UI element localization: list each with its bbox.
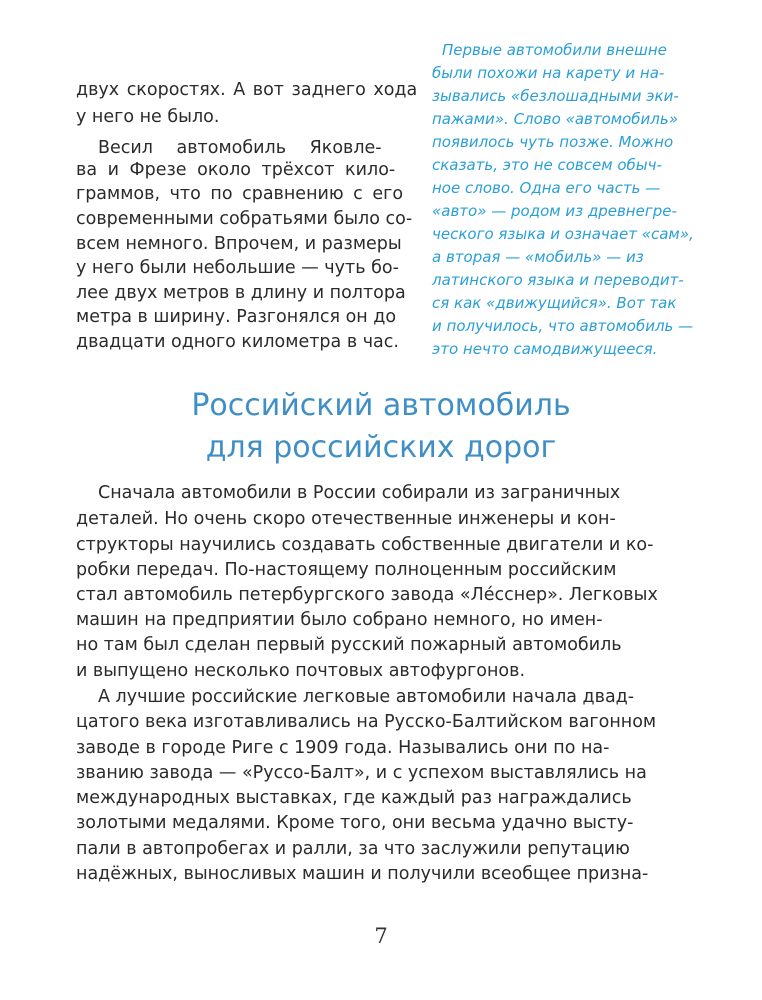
note-line: «авто» — родом из древнегре- xyxy=(432,202,677,220)
note-line: появилось чуть позже. Можно xyxy=(432,133,674,151)
heading-line: для российских дорог xyxy=(205,430,557,465)
text-line: робки передач. По-настоящему полноценным российским xyxy=(76,560,617,580)
text-line: А лучшие российские легковые автомобили начала двад- xyxy=(98,687,635,707)
note-line: пажами». Слово «автомобиль» xyxy=(432,110,678,128)
text-line: граммов, что по сравнению с его xyxy=(76,184,404,204)
text-line: у него были небольшие — чуть бо- xyxy=(76,258,399,278)
text-line: золотыми медалями. Кроме того, они весьма удачно высту- xyxy=(76,813,634,833)
text-line: двух скоростях. А вот заднего хода xyxy=(76,80,418,100)
page-number: 7 xyxy=(374,924,388,948)
text-line: Сначала автомобили в России собирали из заграничных xyxy=(98,483,621,503)
text-line: надёжных, выносливых машин и получили всеобщее призна- xyxy=(76,864,649,884)
note-line: сказать, это не совсем обыч- xyxy=(432,156,662,174)
note-line: были похожи на карету и на- xyxy=(432,64,665,82)
text-line: Весил автомобиль Яковле- xyxy=(98,138,382,158)
text-line: современными собратьями было со- xyxy=(76,209,413,229)
text-line: цатого века изготавливались на Русско-Балтийском вагонном xyxy=(76,712,657,732)
text-line: лее двух метров в длину и полтора xyxy=(76,283,406,303)
text-line: всем немного. Впрочем, и размеры xyxy=(76,234,402,254)
note-line: а вторая — «мобиль» — из xyxy=(432,248,644,266)
text-line: и выпущено несколько почтовых автофургонов. xyxy=(76,661,526,681)
note-line: зывались «безлошадными эки- xyxy=(432,87,679,105)
text-line: двадцати одного километра в час. xyxy=(76,332,399,352)
text-line: международных выставках, где каждый раз награждались xyxy=(76,788,632,808)
text-line: стал автомобиль петербургского завода «Лéсснер». Легковых xyxy=(76,585,658,605)
text-line: метра в ширину. Разгонялся он до xyxy=(76,307,397,327)
text-line: структоры научились создавать собственные двигатели и ко- xyxy=(76,535,654,555)
text-line: пали в автопробегах и ралли, за что заслужили репутацию xyxy=(76,839,630,859)
note-line: латинского языка и переводит- xyxy=(432,271,684,289)
text-line: машин на предприятии было собрано немного, но имен- xyxy=(76,610,603,630)
text-line: ва и Фрезе около трёхсот кило- xyxy=(76,160,396,180)
note-line: ное слово. Одна его часть — xyxy=(432,179,661,197)
text-line: у него не было. xyxy=(76,107,220,127)
text-line: но там был сделан первый русский пожарный автомобиль xyxy=(76,635,622,655)
text-line: званию завода — «Руссо-Балт», и с успехом выставлялись на xyxy=(76,763,647,783)
note-line: это нечто самодвижущееся. xyxy=(432,340,658,358)
heading-line: Российский автомобиль xyxy=(191,388,571,423)
text-line: заводе в городе Риге с 1909 года. Назывались они по на- xyxy=(76,738,610,758)
text-line: деталей. Но очень скоро отечественные инженеры и кон- xyxy=(76,509,616,529)
note-line: Первые автомобили внешне xyxy=(442,41,667,59)
note-line: и получилось, что автомобиль — xyxy=(432,317,694,335)
note-line: ся как «движущийся». Вот так xyxy=(432,294,677,312)
note-line: ческого языка и означает «сам», xyxy=(432,225,694,243)
